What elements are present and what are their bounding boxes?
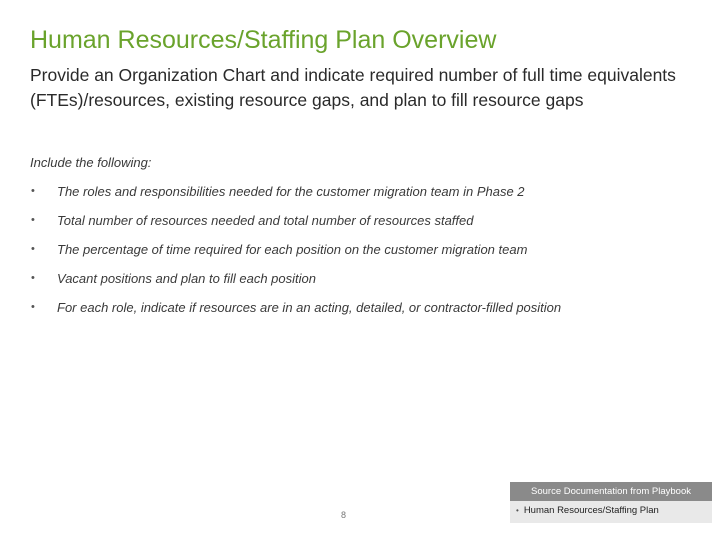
intro-text: Include the following: [30, 155, 152, 170]
source-box-body [510, 501, 712, 523]
page-number: 8 [341, 510, 347, 520]
bullet-icon: • [31, 214, 35, 226]
bullet-icon: • [31, 301, 35, 313]
list-item-text: The percentage of time required for each position on the customer migration team [57, 242, 528, 257]
bullet-icon: • [31, 185, 35, 197]
source-box-header: Source Documentation from Playbook [510, 482, 712, 501]
list-item-text: Total number of resources needed and total number of resources staffed [57, 213, 474, 228]
source-documentation-box [510, 482, 712, 523]
list-item-text: For each role, indicate if resources are in an acting, detailed, or contractor-filled position [57, 300, 562, 315]
slide-subtitle: Provide an Organization Chart and indicate required number of full time equivalents (FTEs)/resources, existing resource gaps, and plan to fill resource gaps [30, 65, 676, 110]
list-item-text: Vacant positions and plan to fill each position [57, 271, 316, 286]
slide-title: Human Resources/Staffing Plan Overview [30, 26, 497, 54]
bullet-icon: • [31, 243, 35, 255]
bullet-icon: • [31, 272, 35, 284]
bullet-icon: • [516, 506, 519, 515]
source-box-item: Human Resources/Staffing Plan [523, 505, 659, 516]
list-item-text: The roles and responsibilities needed for the customer migration team in Phase 2 [57, 184, 525, 199]
